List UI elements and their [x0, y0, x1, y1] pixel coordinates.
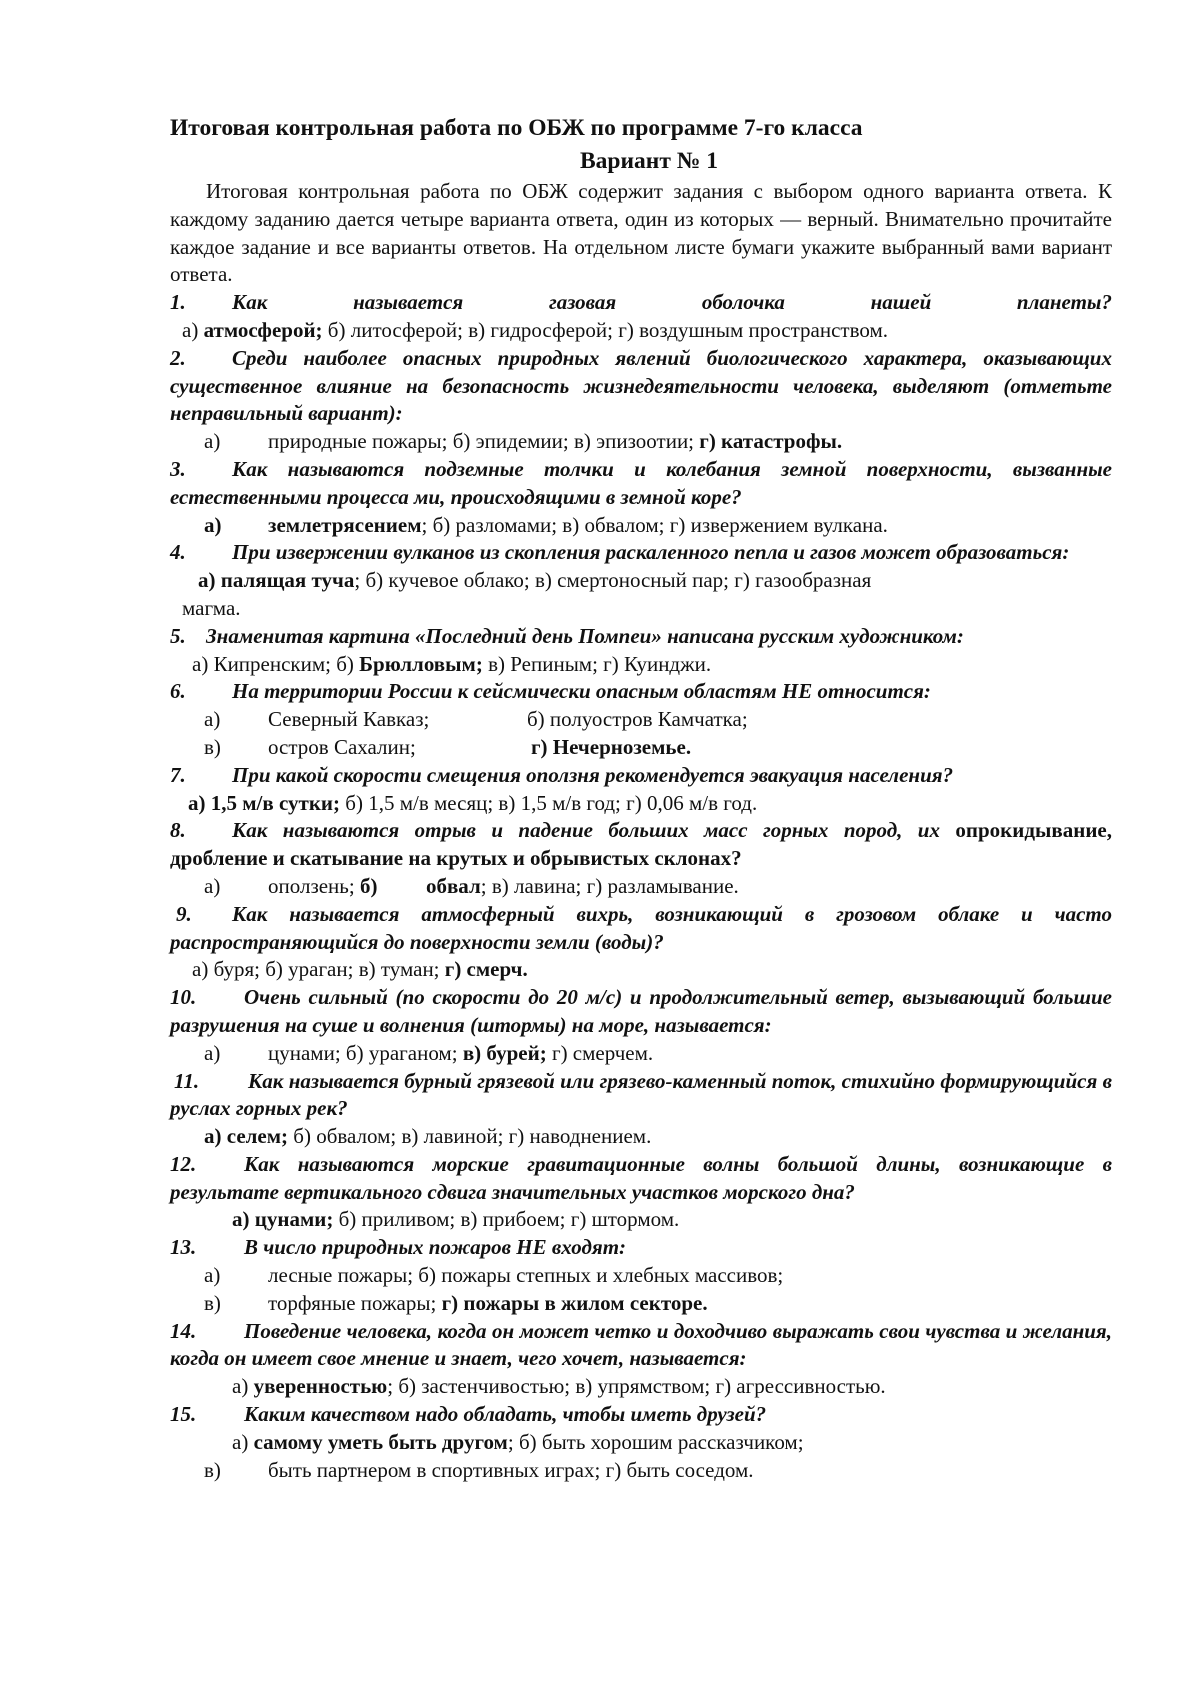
answer-options: б) 1,5 м/в месяц; в) 1,5 м/в год; г) 0,06 м/в год.	[340, 790, 758, 815]
answer-label: а)	[204, 873, 221, 898]
answer-options: лесные пожары; б) пожары степных и хлебных массивов;	[268, 1263, 784, 1288]
answer-options: б) приливом; в) прибоем; г) штормом.	[333, 1207, 680, 1232]
question-7	[170, 762, 1112, 790]
answers-10	[170, 1040, 1112, 1068]
answer-options: а) Кипренским; б)	[192, 651, 360, 676]
correct-answer: Брюлловым;	[359, 651, 483, 676]
question-number: 15.	[170, 1402, 197, 1427]
correct-answer: в) бурей;	[462, 1040, 547, 1065]
answers-5	[170, 651, 1112, 679]
question-11	[170, 1068, 1112, 1124]
answers-3	[170, 512, 1112, 540]
answers-4	[170, 567, 1112, 595]
answer-options: быть партнером в спортивных играх; г) быть соседом.	[268, 1457, 754, 1482]
question-text: Каким качеством надо обладать, чтобы иметь друзей?	[244, 1402, 767, 1427]
answer-label: а)	[204, 1040, 221, 1065]
question-number: 14.	[170, 1318, 197, 1343]
answer-options: а) буря; б) ураган; в) туман;	[192, 957, 445, 982]
question-1	[170, 289, 1112, 317]
answer-label: а)	[182, 317, 199, 342]
question-text: При какой скорости смещения оползня рекомендуется эвакуация населения?	[232, 762, 954, 787]
correct-answer: самому уметь быть другом	[253, 1429, 508, 1454]
question-text: Как называются отрыв и падение больших масс горных пород, их	[232, 818, 940, 843]
answers-2	[170, 428, 1112, 456]
question-number: 12.	[170, 1151, 197, 1176]
correct-answer: г) пожары в жилом секторе.	[441, 1290, 708, 1315]
answer-label: в)	[204, 1457, 221, 1482]
question-13	[170, 1234, 1112, 1262]
question-text: Очень сильный (по скорости до 20 м/с) и продолжительный ветер, вызывающий большие разрушения на суше и волнения (штормы) на море, называется:	[170, 985, 1112, 1037]
document-page	[170, 112, 1112, 1484]
answer-label: а)	[232, 1374, 254, 1399]
answer-options: б) литосферой; в) гидросферой; г) воздушным пространством.	[327, 317, 889, 342]
answer-option: остров Сахалин;	[268, 734, 416, 759]
answer-options: цунами; б) ураганом;	[268, 1040, 463, 1065]
question-text: В число природных пожаров НЕ входят:	[244, 1235, 627, 1260]
answer-label: а)	[232, 1429, 254, 1454]
question-number: 13.	[170, 1235, 197, 1260]
question-text: Как называется газовая оболочка нашей планеты?	[232, 290, 1112, 315]
question-number: 1.	[170, 290, 186, 315]
correct-answer: землетрясением	[268, 512, 422, 537]
correct-answer: атмосферой;	[203, 317, 323, 342]
question-number: 10.	[170, 985, 197, 1010]
question-14	[170, 1318, 1112, 1374]
answers-7	[170, 790, 1112, 818]
question-number: 6.	[170, 679, 186, 704]
question-text: Поведение человека, когда он может четко и доходчиво выражать свои чувства и желания, когда он имеет свое мнение и знает, чего хочет, называется:	[170, 1318, 1112, 1371]
answer-options: г) смерчем.	[546, 1040, 654, 1065]
answers-15-row2	[170, 1457, 1112, 1485]
document-title: Итоговая контрольная работа по ОБЖ по программе 7-го класса	[170, 115, 863, 141]
answer-options: торфяные пожары;	[268, 1290, 442, 1315]
question-4	[170, 539, 1112, 567]
answers-12	[170, 1206, 1112, 1234]
question-text: Как называется бурный грязевой или грязево-каменный поток, стихийно формирующийся в руслах горных рек?	[170, 1068, 1112, 1121]
question-3	[170, 456, 1112, 512]
answer-options: ; б) разломами; в) обвалом; г) извержением вулкана.	[421, 512, 888, 537]
question-15	[170, 1401, 1112, 1429]
answers-8	[170, 873, 1112, 901]
answer-options: природные пожары; б) эпидемии; в) эпизоотии;	[268, 429, 700, 454]
correct-answer: уверенностью	[253, 1374, 388, 1399]
answer-label: а)	[204, 429, 221, 454]
answer-label: в)	[204, 734, 221, 759]
correct-answer: обвал	[425, 873, 481, 898]
answer-options: ; б) застенчивостью; в) упрямством; г) агрессивностью.	[387, 1374, 886, 1399]
question-number: 8.	[170, 818, 186, 843]
question-5	[170, 623, 1112, 651]
question-number: 2.	[170, 345, 186, 370]
question-9	[170, 901, 1112, 957]
answer-options: ; б) быть хорошим рассказчиком;	[507, 1429, 804, 1454]
answers-13-row1	[170, 1262, 1112, 1290]
question-text: Как называется атмосферный вихрь, возникающий в грозовом облаке и часто распространяющийся до поверхности земли (воды)?	[170, 901, 1112, 954]
answer-label: а)	[204, 707, 221, 732]
question-number: 4.	[170, 540, 186, 565]
answer-options: в) Репиным; г) Куинджи.	[482, 651, 712, 676]
answer-label: в)	[204, 1290, 221, 1315]
answer-option: Северный Кавказ;	[268, 707, 430, 732]
answer-label: а)	[204, 1263, 221, 1288]
question-text: Как называются морские гравитационные волны большой длины, возникающие в результате вертикального сдвига значительных участков морского дна?	[170, 1151, 1112, 1204]
variant-heading: Вариант № 1	[580, 148, 718, 174]
question-number: 3.	[170, 456, 186, 481]
question-text: На территории России к сейсмически опасным областям НЕ относится:	[232, 679, 931, 704]
question-text: Как называются подземные толчки и колебания земной поверхности, вызванные естественными процесса ми, происходящими в земной коре?	[170, 456, 1112, 509]
answers-4-cont: магма.	[182, 595, 241, 620]
answers-1	[170, 317, 1112, 345]
question-6	[170, 678, 1112, 706]
correct-answer: а) цунами;	[232, 1207, 334, 1232]
correct-answer: г) Нечерноземье.	[531, 734, 692, 759]
answer-options: ; б) кучевое облако; в) смертоносный пар; г) газообразная	[354, 568, 872, 593]
question-10	[170, 984, 1112, 1040]
question-text-bold: опрокидывание, дробление и скатывание на крутых и обрывистых склонах?	[170, 818, 1112, 871]
answer-options: б) обвалом; в) лавиной; г) наводнением.	[288, 1124, 652, 1149]
question-12	[170, 1151, 1112, 1207]
correct-answer: а) селем;	[204, 1124, 289, 1149]
correct-answer: г) катастрофы.	[699, 429, 843, 454]
answer-label: б)	[359, 873, 378, 898]
correct-answer: г) смерч.	[444, 957, 528, 982]
answer-options: оползень;	[268, 873, 360, 898]
answers-14	[170, 1373, 1112, 1401]
answers-9	[170, 956, 1112, 984]
answers-6-row2	[170, 734, 1112, 762]
answers-15-row1	[170, 1429, 1112, 1457]
answer-options: ; в) лавина; г) разламывание.	[480, 873, 739, 898]
question-text: Знаменитая картина «Последний день Помпеи» написана русским художником:	[206, 623, 964, 648]
question-text: При извержении вулканов из скопления раскаленного пепла и газов может образоваться:	[232, 540, 1070, 565]
question-8	[170, 817, 1112, 873]
question-text: Среди наиболее опасных природных явлений биологического характера, оказывающих существенное влияние на безопасность жизнедеятельности человека, выделяют (отметьте неправильный вариант):	[170, 345, 1112, 426]
answers-6-row1	[170, 706, 1112, 734]
question-number: 5.	[170, 623, 186, 648]
answers-11	[170, 1123, 1112, 1151]
answer-option: б) полуостров Камчатка;	[527, 707, 748, 732]
question-2	[170, 345, 1112, 428]
question-number: 11.	[174, 1068, 200, 1093]
correct-answer: а) 1,5 м/в сутки;	[188, 790, 341, 815]
correct-answer: а) палящая туча	[198, 568, 355, 593]
question-number: 7.	[170, 762, 186, 787]
answer-label: а)	[204, 512, 222, 537]
answers-13-row2	[170, 1290, 1112, 1318]
intro-paragraph: Итоговая контрольная работа по ОБЖ содержит задания с выбором одного варианта ответа. К каждому заданию дается четыре варианта ответа, один из которых — верный. Внимательно прочитайте каждое задание и все варианты ответов. На отдельном листе бумаги укажите выбранный вами вариант ответа.	[170, 179, 1112, 287]
question-number: 9.	[176, 901, 192, 926]
